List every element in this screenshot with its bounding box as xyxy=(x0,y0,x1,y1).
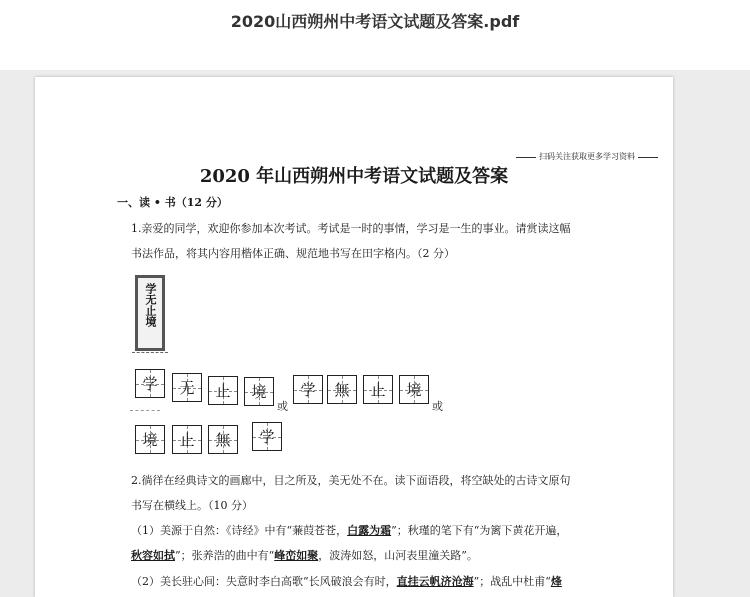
question-2-1-line-2 xyxy=(131,547,478,563)
section-heading: 一、读 • 书（12 分） xyxy=(117,196,228,209)
grid-cell: 止 xyxy=(363,375,393,404)
calligraphy-base xyxy=(132,352,168,357)
grid-cell: 无 xyxy=(172,373,202,402)
question-1-line-2: 书法作品，将其内容用楷体正确、规范地书写在田字格内。（2 分） xyxy=(131,247,455,260)
grid-cell: 境 xyxy=(244,377,274,406)
or-label: 或 xyxy=(277,400,288,413)
text-segment: ”；秋瑾的笔下有“为篱下黄花开遍， xyxy=(391,524,568,537)
text-segment: ”；战乱中杜甫“ xyxy=(473,575,551,588)
cut-mark xyxy=(130,410,160,411)
grid-cell: 無 xyxy=(327,375,357,404)
exam-title: 2020 年山西朔州中考语文试题及答案 xyxy=(199,166,509,187)
grid-cell: 学 xyxy=(293,375,323,404)
grid-cell: 無 xyxy=(208,425,238,454)
grid-cell: 止 xyxy=(172,425,202,454)
pdf-page xyxy=(35,77,673,597)
or-label: 或 xyxy=(432,400,443,413)
answer-text: 直挂云帆济沧海 xyxy=(396,575,474,588)
answer-text: 烽 xyxy=(550,575,562,588)
grid-cell: 学 xyxy=(252,422,282,451)
text-segment: （1）美源于自然：《诗经》中有“蒹葭苍苍， xyxy=(131,524,348,537)
text-segment: ”；张养浩的曲中有“ xyxy=(175,549,275,562)
text-segment: （2）美长驻心间：失意时李白高歌“长风破浪会有时， xyxy=(131,575,397,588)
file-title: 2020山西朔州中考语文试题及答案.pdf xyxy=(230,12,520,31)
grid-cell: 境 xyxy=(399,375,429,404)
calligraphy-text: 学无止境 xyxy=(144,283,157,327)
question-2-line-1: 2.徜徉在经典诗文的画廊中，目之所及，美无处不在。读下面语段，将空缺处的古诗文原句 xyxy=(131,474,571,487)
question-1-line-1: 1.亲爱的同学，欢迎你参加本次考试。考试是一时的事情，学习是一生的事业。请赏读这幅 xyxy=(131,222,571,235)
text-segment: ，波涛如怒，山河表里潼关路”。 xyxy=(318,549,478,562)
answer-text: 白露为霜 xyxy=(347,524,392,537)
header-note: 扫码关注获取更多学习资料 xyxy=(513,151,661,162)
answer-text: 秋容如拭 xyxy=(131,549,175,562)
grid-cell: 境 xyxy=(135,425,165,454)
grid-cell: 止 xyxy=(208,376,238,405)
question-2-2-line-1 xyxy=(131,573,562,589)
grid-cell: 学 xyxy=(135,369,165,398)
viewer-toolbar xyxy=(0,0,750,70)
question-2-1-line-1 xyxy=(131,522,567,538)
answer-text: 峰峦如聚 xyxy=(274,549,319,562)
question-2-line-2: 书写在横线上。（10 分） xyxy=(131,499,253,512)
calligraphy-image xyxy=(135,275,165,351)
